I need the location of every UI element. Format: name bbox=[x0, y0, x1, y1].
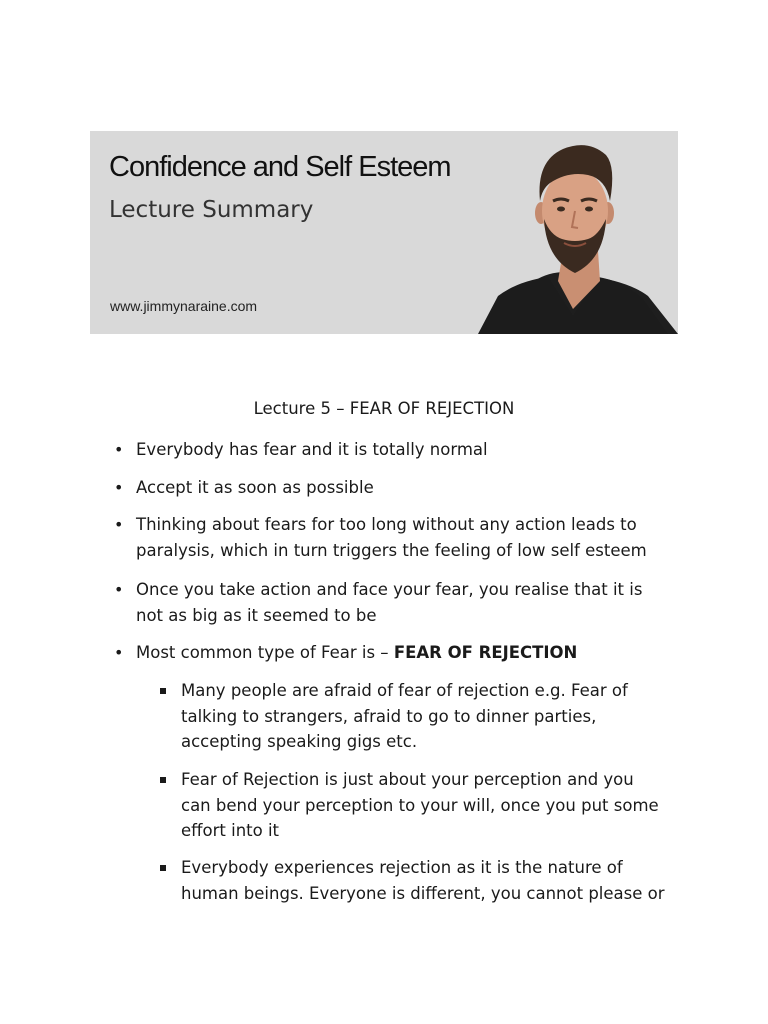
bullet-line: not as big as it seemed to be bbox=[136, 605, 377, 625]
banner-title: Confidence and Self Esteem bbox=[109, 151, 451, 183]
bullet-dot-icon: • bbox=[114, 643, 124, 662]
bullet-line: Thinking about fears for too long without any action leads to bbox=[136, 515, 637, 534]
bullet-line: Once you take action and face your fear, you realise that it is bbox=[136, 580, 643, 599]
sub-list-item bbox=[181, 678, 628, 755]
square-bullet-icon bbox=[160, 865, 166, 871]
sub-bullet-line: talking to strangers, afraid to go to dinner parties, bbox=[181, 706, 597, 726]
sub-list-item bbox=[181, 767, 659, 844]
bullet-line: Accept it as soon as possible bbox=[136, 478, 374, 497]
header-banner bbox=[90, 131, 678, 334]
sub-bullet-line: Fear of Rejection is just about your perception and you bbox=[181, 770, 634, 789]
sub-bullet-line: Everybody experiences rejection as it is the nature of bbox=[181, 858, 623, 877]
list-item bbox=[114, 512, 647, 563]
bullet-dot-icon: • bbox=[114, 440, 124, 459]
lecture-heading-topic: FEAR OF REJECTION bbox=[349, 399, 515, 418]
list-item bbox=[114, 475, 374, 501]
bullet-dot-icon: • bbox=[114, 580, 124, 599]
sub-bullet-line: can bend your perception to your will, once you put some bbox=[181, 795, 659, 815]
bullet-line: paralysis, which in turn triggers the feeling of low self esteem bbox=[136, 540, 647, 560]
sub-list-item bbox=[181, 855, 665, 906]
man-portrait-image bbox=[438, 131, 678, 334]
bullet-dot-icon: • bbox=[114, 478, 124, 497]
banner-subtitle: Lecture Summary bbox=[109, 197, 314, 223]
lecture-heading-prefix: Lecture 5 – bbox=[253, 399, 350, 418]
sub-bullet-line: human beings. Everyone is different, you cannot please or bbox=[181, 883, 665, 903]
square-bullet-icon bbox=[160, 688, 166, 694]
square-bullet-icon bbox=[160, 777, 166, 783]
bullet-emphasis: FEAR OF REJECTION bbox=[393, 643, 578, 662]
list-item bbox=[114, 437, 488, 463]
list-item bbox=[114, 577, 643, 628]
banner-website: www.jimmynaraine.com bbox=[110, 298, 258, 314]
sub-bullet-line: Many people are afraid of fear of rejection e.g. Fear of bbox=[181, 681, 628, 700]
lecture-heading bbox=[0, 399, 768, 418]
bullet-dot-icon: • bbox=[114, 515, 124, 534]
sub-bullet-line: accepting speaking gigs etc. bbox=[181, 732, 418, 751]
bullet-line: Everybody has fear and it is totally normal bbox=[136, 440, 488, 459]
bullet-text: Most common type of Fear is – bbox=[136, 643, 394, 662]
list-item bbox=[114, 640, 578, 666]
sub-bullet-line: effort into it bbox=[181, 821, 280, 840]
